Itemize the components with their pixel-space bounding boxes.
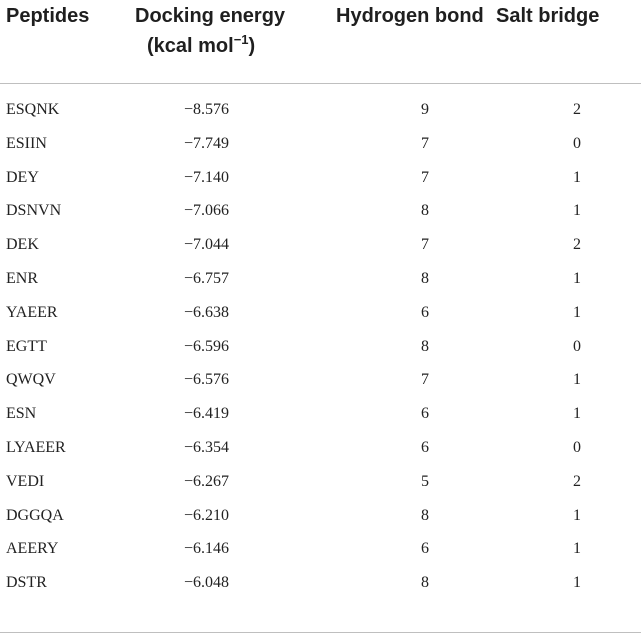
table-bottom-rule — [0, 632, 641, 633]
table-row — [0, 127, 641, 161]
table-row — [0, 194, 641, 228]
header-docking-energy-unit — [147, 30, 255, 62]
table-row — [0, 566, 641, 600]
cell-docking-energy: −6.419 — [184, 405, 230, 423]
cell-salt-bridge: 1 — [573, 506, 581, 524]
cell-salt-bridge: 0 — [573, 438, 581, 456]
cell-salt-bridge: 1 — [573, 540, 581, 558]
cell-hydrogen-bond: 5 — [421, 472, 429, 490]
table-row — [0, 296, 641, 330]
table-row — [0, 262, 641, 296]
cell-peptide: QWQV — [6, 371, 56, 389]
unit-suffix: ) — [248, 35, 256, 57]
cell-hydrogen-bond: 7 — [421, 236, 429, 254]
cell-docking-energy: −7.140 — [184, 168, 230, 186]
cell-salt-bridge: 2 — [573, 236, 581, 254]
cell-hydrogen-bond: 6 — [421, 438, 429, 456]
table-row — [0, 431, 641, 465]
cell-salt-bridge: 1 — [573, 371, 581, 389]
cell-hydrogen-bond: 8 — [421, 269, 429, 287]
cell-docking-energy: −6.354 — [184, 438, 230, 456]
cell-hydrogen-bond: 8 — [421, 202, 429, 220]
cell-peptide: DEY — [6, 168, 39, 186]
cell-docking-energy: −6.757 — [184, 269, 230, 287]
header-peptides: Peptides — [6, 5, 90, 27]
table-row — [0, 161, 641, 195]
cell-hydrogen-bond: 7 — [421, 371, 429, 389]
cell-peptide: AEERY — [6, 540, 59, 558]
cell-hydrogen-bond: 8 — [421, 337, 429, 355]
cell-peptide: ESIIN — [6, 134, 47, 152]
table-row — [0, 363, 641, 397]
header-salt-bridge: Salt bridge — [496, 5, 600, 27]
cell-peptide: DSTR — [6, 574, 47, 592]
cell-hydrogen-bond: 6 — [421, 405, 429, 423]
cell-docking-energy: −6.638 — [184, 303, 230, 321]
cell-salt-bridge: 2 — [573, 472, 581, 490]
table-header — [0, 0, 641, 82]
cell-salt-bridge: 1 — [573, 405, 581, 423]
cell-salt-bridge: 2 — [573, 101, 581, 118]
cell-peptide: YAEER — [6, 303, 58, 321]
table-row — [0, 330, 641, 364]
cell-salt-bridge: 1 — [573, 574, 581, 592]
cell-peptide: DGGQA — [6, 506, 64, 524]
cell-docking-energy: −7.066 — [184, 202, 230, 220]
cell-docking-energy: −6.210 — [184, 506, 230, 524]
cell-hydrogen-bond: 8 — [421, 506, 429, 524]
cell-salt-bridge: 1 — [573, 269, 581, 287]
table-row — [0, 228, 641, 262]
table-row — [0, 499, 641, 533]
cell-salt-bridge: 1 — [573, 168, 581, 186]
cell-docking-energy: −6.048 — [184, 574, 230, 592]
cell-hydrogen-bond: 6 — [421, 303, 429, 321]
cell-hydrogen-bond: 6 — [421, 540, 429, 558]
cell-hydrogen-bond: 7 — [421, 168, 429, 186]
cell-peptide: ESQNK — [6, 101, 60, 118]
cell-salt-bridge: 1 — [573, 303, 581, 321]
cell-docking-energy: −6.267 — [184, 472, 230, 490]
cell-salt-bridge: 1 — [573, 202, 581, 220]
cell-peptide: VEDI — [6, 472, 45, 490]
table-row — [0, 397, 641, 431]
unit-prefix: (kcal mol — [147, 35, 234, 57]
cell-peptide: LYAEER — [6, 438, 66, 456]
cell-docking-energy: −6.576 — [184, 371, 230, 389]
unit-exponent: −1 — [233, 32, 249, 47]
cell-peptide: DEK — [6, 236, 39, 254]
cell-docking-energy: −6.596 — [184, 337, 230, 355]
cell-hydrogen-bond: 9 — [421, 101, 429, 118]
table-row — [0, 93, 641, 127]
table-row — [0, 465, 641, 499]
header-docking-energy: Docking energy — [135, 5, 286, 27]
cell-hydrogen-bond: 8 — [421, 574, 429, 592]
cell-peptide: EGTT — [6, 337, 47, 355]
header-divider — [0, 83, 641, 84]
cell-docking-energy: −7.044 — [184, 236, 230, 254]
header-hydrogen-bond: Hydrogen bond — [336, 5, 484, 27]
cell-peptide: ESN — [6, 405, 37, 423]
cell-docking-energy: −7.749 — [184, 134, 230, 152]
cell-docking-energy: −8.576 — [184, 101, 230, 118]
cell-docking-energy: −6.146 — [184, 540, 230, 558]
cell-peptide: DSNVN — [6, 202, 62, 220]
table-body — [0, 93, 641, 600]
table-row — [0, 532, 641, 566]
cell-hydrogen-bond: 7 — [421, 134, 429, 152]
cell-salt-bridge: 0 — [573, 337, 581, 355]
cell-peptide: ENR — [6, 269, 38, 287]
cell-salt-bridge: 0 — [573, 134, 581, 152]
